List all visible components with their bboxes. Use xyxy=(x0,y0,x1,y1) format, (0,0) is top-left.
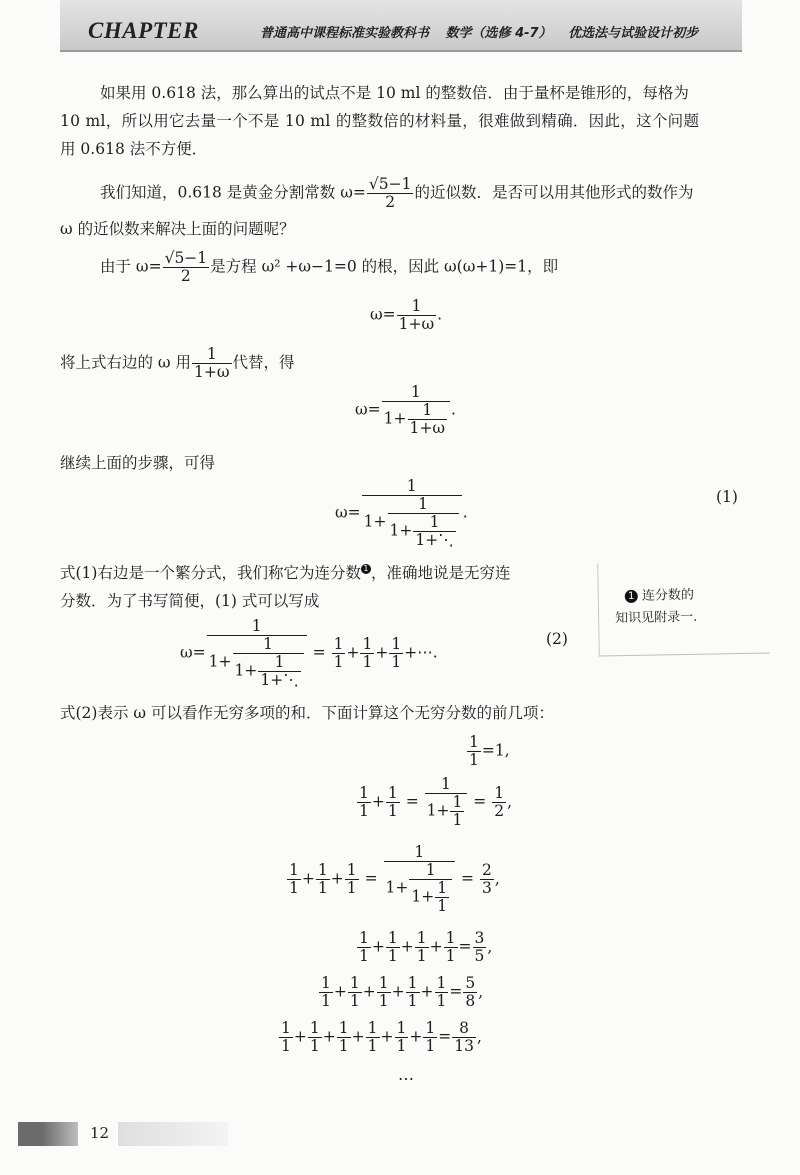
equation-omega-second xyxy=(355,384,456,437)
para2-line1 xyxy=(100,176,693,211)
calc-row-6: $\frac{1}{1}$ + $\frac{1}{1}$ + $\frac{1}{1}$ + $\frac{1}{1}$ + $\frac{1}{1}$ + $\frac{1}{1}$ = $\frac{8}{13}$ , xyxy=(281,1019,482,1055)
book-title xyxy=(260,22,710,41)
para5-line: 继续上面的步骤，可得 xyxy=(60,454,216,472)
page-number: 12 xyxy=(90,1124,110,1142)
para2-lead: 我们知道，0.618 是黄金分割常数 ω= xyxy=(100,183,366,202)
page-header xyxy=(60,0,742,52)
para3-tail: 是方程 ω² +ω−1=0 的根，因此 ω(ω+1)=1，即 xyxy=(210,257,559,276)
equation-continued-fraction-1 xyxy=(335,478,468,549)
footer-bar xyxy=(18,1122,78,1146)
eq-d-dots: ⋯. xyxy=(417,643,438,662)
section-title: 优选法与试验设计初步 xyxy=(568,26,699,41)
golden-ratio-fraction-2: $\frac{√5-1}{2}$ xyxy=(164,249,208,285)
side-note-line1: 1 连分数的 xyxy=(625,584,694,604)
footnote-marker[interactable]: 1 xyxy=(361,564,371,574)
golden-ratio-fraction: $\frac{√5-1}{2}$ xyxy=(368,175,412,211)
para4-line xyxy=(60,346,295,381)
para4-lead: 将上式右边的 ω 用 xyxy=(60,353,191,372)
equation-continued-fraction-2: ω= 1 1+ 1 1+ $\frac{1}{1+⋱}$ = $\frac{1}{1}$ + $\frac{1}{1}$ + $\frac{1}{1}$ +⋯. xyxy=(180,617,438,689)
calc-row-4: $\frac{1}{1}$ + $\frac{1}{1}$ + $\frac{1}{1}$ + $\frac{1}{1}$ = $\frac{3}{5}$ , xyxy=(359,929,493,965)
para1-line2: 10 ml，所以用它去量一个不是 10 ml 的整数倍的材料量，很难做到精确．因此，这个问题 xyxy=(60,112,700,130)
side-note-line2: 知识见附录一． xyxy=(615,609,707,627)
calc-row-3: $\frac{1}{1}$ + $\frac{1}{1}$ + $\frac{1}{1}$ = 1 1+ 1 1+ $\frac{1}{1}$ = $\frac{2}{3}$ , xyxy=(289,843,500,915)
calc-result-6: $\frac{8}{13}$ , xyxy=(454,1019,482,1055)
eq-c-frac: 1 1+ 1 1+ $\frac{1}{1+⋱}$ xyxy=(362,478,462,549)
para2-line2: ω 的近似数来解决上面的问题呢？ xyxy=(60,220,295,238)
equation-number-2: (2) xyxy=(546,630,568,648)
para1-line1: 如果用 0.618 法，那么算出的试点不是 10 ml 的整数倍．由于量杯是锥形的，每格为 xyxy=(100,84,689,102)
para3-line xyxy=(100,250,558,285)
eq-b-end: . xyxy=(451,400,456,419)
calc-result-5: $\frac{5}{8}$ , xyxy=(465,974,484,1010)
calc-result-4: $\frac{3}{5}$ , xyxy=(474,929,493,965)
chapter-label: CHAPTER xyxy=(88,18,199,43)
series-title: 普通高中课程标准实验教科书 xyxy=(260,26,430,41)
equation-omega-basic xyxy=(370,298,442,333)
eq-b-lhs: ω= xyxy=(355,400,381,419)
para2-tail: 的近似数．是否可以用其他形式的数作为 xyxy=(414,183,694,202)
para6-line1-b: ，准确地说是无穷连 xyxy=(370,564,511,582)
eq-c-lhs: ω= xyxy=(335,503,361,522)
eq-a-frac: $\frac{1}{1+\omega}$ xyxy=(398,297,435,333)
eq-c-end: . xyxy=(462,503,468,522)
calc-result-1: 1, xyxy=(494,741,510,760)
para6-line1 xyxy=(60,562,510,584)
eq-b-frac: 1 1+ $\frac{1}{1+\omega}$ xyxy=(382,384,450,437)
calc-row-2: $\frac{1}{1}$ + $\frac{1}{1}$ = 1 1+ $\frac{1}{1}$ = $\frac{1}{2}$ , xyxy=(359,775,513,829)
eq-a-lhs: ω= xyxy=(370,305,396,324)
subject-title: 数学（选修 4-7） xyxy=(445,26,552,41)
para7-line: 式(2)表示 ω 可以看作无穷多项的和．下面计算这个无穷分数的前几项： xyxy=(60,704,554,722)
para1-line3: 用 0.618 法不方便． xyxy=(60,140,208,158)
side-note xyxy=(597,561,770,657)
equation-number-1: (1) xyxy=(716,488,738,506)
side-note-badge: 1 xyxy=(625,590,638,603)
calc-result-2: $\frac{1}{2}$ , xyxy=(494,784,513,820)
para6-line1-a: 式(1)右边是一个繁分式，我们称它为连分数 xyxy=(60,564,361,582)
para6-line2: 分数．为了书写简便，(1) 式可以写成 xyxy=(60,592,320,610)
para3-lead: 由于 ω= xyxy=(100,257,162,276)
para4-tail: 代替，得 xyxy=(232,353,295,372)
eq-d-lhs: ω= xyxy=(180,643,206,662)
calc-row-1: $\frac{1}{1}$ =1, xyxy=(469,733,510,769)
eq-d-equals: = xyxy=(312,643,326,662)
calc-row-5: $\frac{1}{1}$ + $\frac{1}{1}$ + $\frac{1}{1}$ + $\frac{1}{1}$ + $\frac{1}{1}$ = $\frac{5}{8}$ , xyxy=(321,974,484,1010)
continuation-ellipsis: … xyxy=(398,1065,414,1084)
calc-result-3: $\frac{2}{3}$ , xyxy=(481,861,500,897)
para4-frac: $\frac{1}{1+\omega}$ xyxy=(194,345,230,381)
eq-a-end: . xyxy=(437,305,443,324)
eq-d-frac: 1 1+ 1 1+ $\frac{1}{1+⋱}$ xyxy=(207,618,307,689)
footer-bar-faded xyxy=(118,1122,228,1146)
